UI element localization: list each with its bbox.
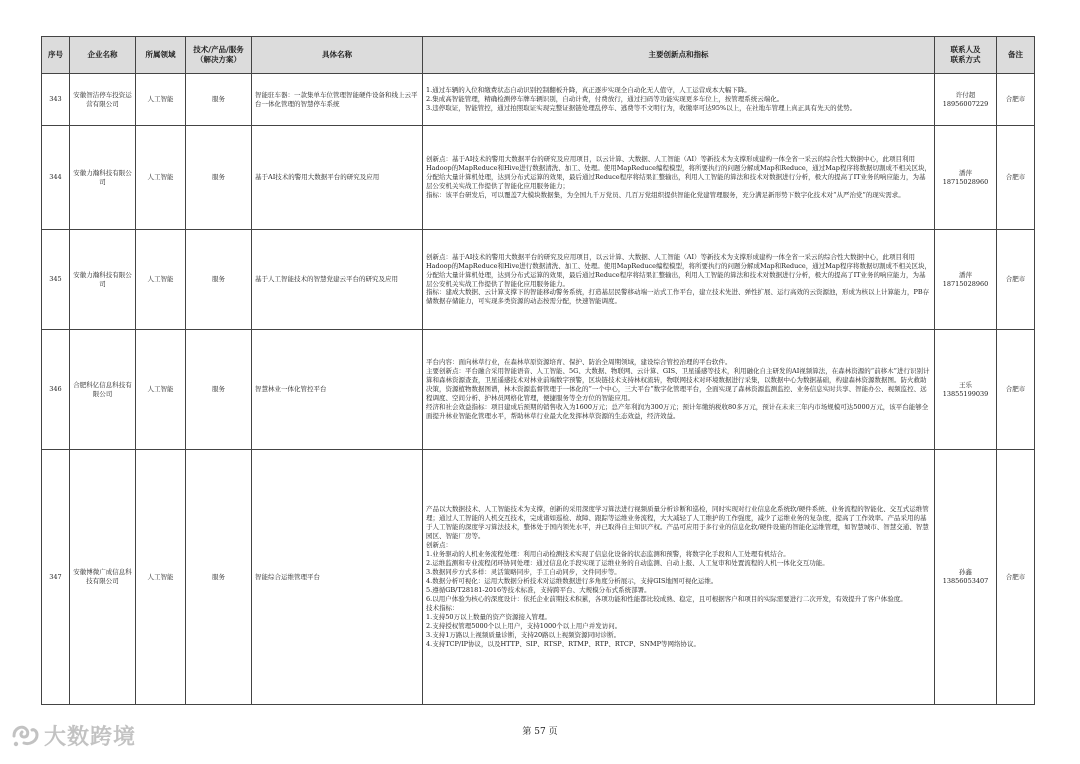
cell-note: 合肥市 xyxy=(997,230,1035,330)
cell-type: 服务 xyxy=(186,74,252,126)
cell-seq: 347 xyxy=(42,450,70,705)
cell-seq: 343 xyxy=(42,74,70,126)
innovation-table xyxy=(41,36,1035,705)
detail-line: 创新点： xyxy=(426,541,452,550)
detail-line: 指标：该平台研发后，可以覆盖7大模块数据集，为全国九千万党员、几百万党组织提供智能化党建管理服务，充分满足新形势下数字化技术对“从严治党”的现实需求。 xyxy=(426,190,905,199)
cell-note: 合肥市 xyxy=(997,126,1035,230)
table-row xyxy=(42,230,1035,330)
detail-line: 主要创新点：平台融合采用智能语音、人工智能、5G、大数据、物联网、云计算、GIS、卫星遥感等技术，利用融化自主研发的AI视频算法，在森林资源的“前移木”进行识别计算和森林资源查查，卫星遥感技术对林业前端数字预警，区块链技术支持林权流转，物联网技术对环境数据进行采集，以数据中心为数据基础，构建森林资源数据图。防火救助决策，资源植物数据图谱，林木资源监督管理于一体化的“一个中心，三大平台”数字化管理平台，全面实现了森林资源监测监控、业务信息实时共享、智能办公、视频监控、远程调度、空间分析、护林员网格化管理，便捷服务等全方位的智能应用。 xyxy=(426,367,930,402)
cell-type: 服务 xyxy=(186,126,252,230)
cell-details xyxy=(423,330,935,450)
header-note: 备注 xyxy=(997,37,1035,74)
cell-field: 人工智能 xyxy=(136,230,186,330)
cell-note: 合肥市 xyxy=(997,330,1035,450)
detail-line: 平台内容：面向林草行业，在森林草原资源培育、保护、防治全周期领域，建设综合管控治理的平台软件。 xyxy=(426,358,732,367)
bigdata-logo-icon xyxy=(10,723,40,749)
header-contact: 联系人及 联系方式 xyxy=(935,37,997,74)
cell-details xyxy=(423,230,935,330)
cell-details xyxy=(423,126,935,230)
cell-field: 人工智能 xyxy=(136,126,186,230)
cell-field: 人工智能 xyxy=(136,330,186,450)
cell-contact: 许付超 18956007229 xyxy=(935,74,997,126)
header-details: 主要创新点和指标 xyxy=(423,37,935,74)
cell-contact: 潘萍 18715028960 xyxy=(935,230,997,330)
header-name: 具体名称 xyxy=(252,37,423,74)
page-number: 第 57 页 xyxy=(522,727,558,737)
watermark xyxy=(10,720,136,751)
detail-line: 1.业务驱动的人机业务流程处理：利用自动检测技术实现了信息化设备的状态监测和预警，将数字化手段和人工处理有机结合。 xyxy=(426,550,790,559)
detail-line: 3.支持1万路以上视频质量诊断，支持20路以上视频资源同时诊断。 xyxy=(426,630,621,639)
detail-line: 1.通过车辆的入位和缴费状态自动识别控制翻板升降，真正逐步实现全自动化无人值守，人工运营成本大幅下降。 xyxy=(426,86,751,95)
detail-line: 4.数据分析可视化：运用大数据分析技术对运维数据进行多角度分析展示，支持GIS地图可视化运维。 xyxy=(426,577,718,585)
detail-line: 6.以用户体验为核心的深度设计：依托企业前期技术积累，各项功能和性能都比较成熟、稳定，且可根据客户和项目的实际需要进行二次开发，有效提升了客户体验度。 xyxy=(426,594,907,603)
detail-line: 创新点：基于AI技术的警用大数据平台的研究及应用项目，以云计算、大数据、人工智能（AI）等新技术为支撑形成建构一体全省一采云的综合性大数据中心，此项目利用Hadoop的MapReduce和Hive进行数据清洗、加工、处理。使用MapReduce编程模型，将所要执行的问题分解成Map和Reduce，通过Map程序将数据切割成不相关区块，分配给大量计算机处理，达到分布式运算的效果，最后通过Reduce程序将结果汇整输出，利用人工智能的算法和技术对数据进行分析，极大的提高了IT业务的响应能力，为基层公安机关实战工作提供了智能化应用服务能力； xyxy=(426,155,931,190)
cell-name: 基于人工智能技术的智慧党建云平台的研究及应用 xyxy=(252,230,423,330)
table-row xyxy=(42,74,1035,126)
table-row xyxy=(42,330,1035,450)
header-company: 企业名称 xyxy=(70,37,136,74)
cell-contact: 潘萍 18715028960 xyxy=(935,126,997,230)
cell-type: 服务 xyxy=(186,230,252,330)
cell-company: 安徽力瀚科技有限公司 xyxy=(70,126,136,230)
cell-company: 安徽智洁停车投资运营有限公司 xyxy=(70,74,136,126)
detail-line: 2.支持授权管理5000个以上用户，支持1000个以上用户并发访问。 xyxy=(426,621,622,630)
detail-line: 指标：建成大数据、云计算支撑下的智能移动警务系统，打造基层民警移动端一站式工作平台，建立技术先进、弹性扩展、运行高效的云资源池，形成为核以上计算能力，PB存储数据存储能力，可实现多类资源的动态按需分配，快速智能调度。 xyxy=(426,288,930,306)
cell-company: 安徽博微广成信息科技有限公司 xyxy=(70,450,136,705)
detail-line: 5.遵循GB/T28181-2016等技术标准，支持跨平台、大规模分布式系统部署。 xyxy=(426,585,651,594)
detail-line: 3.数据同步方式多样：灵活策略同步，手工自动同步，文件同步等。 xyxy=(426,568,621,577)
cell-seq: 346 xyxy=(42,330,70,450)
cell-type: 服务 xyxy=(186,450,252,705)
cell-type: 服务 xyxy=(186,330,252,450)
detail-line: 3.违停取证，智能管控，通过拍照取证实现完整证据链处理乱停车、逃费等不文明行为，收缴率可达95%以上，在社地车管理上真正具有先天的优势。 xyxy=(426,103,857,112)
cell-note: 合肥市 xyxy=(997,450,1035,705)
detail-line: 4.支持TCP/IP协议，以及HTTP、SIP、RTSP、RTMP、RTP、RTCP、SNMP等网络协议。 xyxy=(426,639,700,648)
header-seq: 序号 xyxy=(42,37,70,74)
cell-details xyxy=(423,450,935,705)
detail-line: 经济和社会效益指标：项目建成后预期的销售收入为1600万元；总产年利润为300万元；预计年缴纳税收80多万元，预计在未来三年内市场规模可达5000万元，该平台能够全面提升林业智能化管理水平，帮助林草行业最大化发挥林草资源的生态效益，经济效益。 xyxy=(426,402,929,420)
cell-field: 人工智能 xyxy=(136,74,186,126)
detail-line: 产品以大数据技术、人工智能技术为支撑，创新的采用深度学习算法进行视频质量分析诊断和巡检，同时实现对行业信息化系统软/硬件系统、业务流程的智能化、交互式运维管理；通过人工智能的人机交互技术，完成诸如巡检、故障、跟踪等运维业务流程，大大减轻了人工维护的工作强度，减少了运维业务的复杂度，提高了工作效率。产品采用的基于人工智能的深度学习算法技术，整体处于国内领先水平，并已取得自主知识产权。产品可应用于多行业的信息化软/硬件设施的智能化运维管理，如智慧城市、智慧交通、智慧园区、智能厂房等。 xyxy=(426,505,929,541)
cell-details xyxy=(423,74,935,126)
detail-line: 创新点：基于AI技术的警用大数据平台的研究及应用项目，以云计算、大数据、人工智能（AI）等新技术为支撑形成建构一体全省一采云的综合性大数据中心，此项目利用Hadoop的MapReduce和Hive进行数据清洗、加工、处理。使用MapReduce编程模型，将所要执行的问题分解成Map和Reduce，通过Map程序将数据切割成不相关区块，分配给大量计算机处理，达到分布式运算的效果，最后通过Reduce程序将结果汇整输出，利用人工智能的算法和技术对数据进行分析，极大的提高了IT业务的响应能力，为基层公安机关实战工作提供了智能化应用服务能力。 xyxy=(426,252,931,288)
header-type: 技术/产品/服务 （解决方案） xyxy=(186,37,252,74)
cell-seq: 345 xyxy=(42,230,70,330)
detail-line: 2.运维监测和专业流程闭环协同处理：通过信息化手段实现了运维业务的自动监测、自动上报、人工复审和处置流程的人机一体化交互功能。 xyxy=(426,559,829,568)
table-row xyxy=(42,450,1035,705)
cell-name: 智能综合运维管理平台 xyxy=(252,450,423,705)
table-header-row xyxy=(42,37,1035,74)
watermark-text: 大数跨境 xyxy=(44,725,137,750)
detail-line: 1.支持50万以上数量的资产资源接入管理。 xyxy=(426,612,551,621)
cell-company: 安徽力瀚科技有限公司 xyxy=(70,230,136,330)
cell-name: 基于AI技术的警用大数据平台的研究及应用 xyxy=(252,126,423,230)
cell-field: 人工智能 xyxy=(136,450,186,705)
header-field: 所属领域 xyxy=(136,37,186,74)
cell-note: 合肥市 xyxy=(997,74,1035,126)
detail-line: 技术指标： xyxy=(426,603,459,612)
cell-company: 合肥科亿信息科技有限公司 xyxy=(70,330,136,450)
cell-contact: 王乐 13855199039 xyxy=(935,330,997,450)
cell-name: 智能驻车器：一款集单车位管理智能硬件设备和线上云平台一体化管理的智慧停车系统 xyxy=(252,74,423,126)
cell-name: 智慧林业一体化管控平台 xyxy=(252,330,423,450)
cell-contact: 孙鑫 13856053407 xyxy=(935,450,997,705)
cell-seq: 344 xyxy=(42,126,70,230)
detail-line: 2.集成高智能管理，精确检测停车牌车辆识别，自动计费，付费放行，通过扫码等功能实现更多车位上，按管理系统云端化。 xyxy=(426,95,784,104)
table-row xyxy=(42,126,1035,230)
